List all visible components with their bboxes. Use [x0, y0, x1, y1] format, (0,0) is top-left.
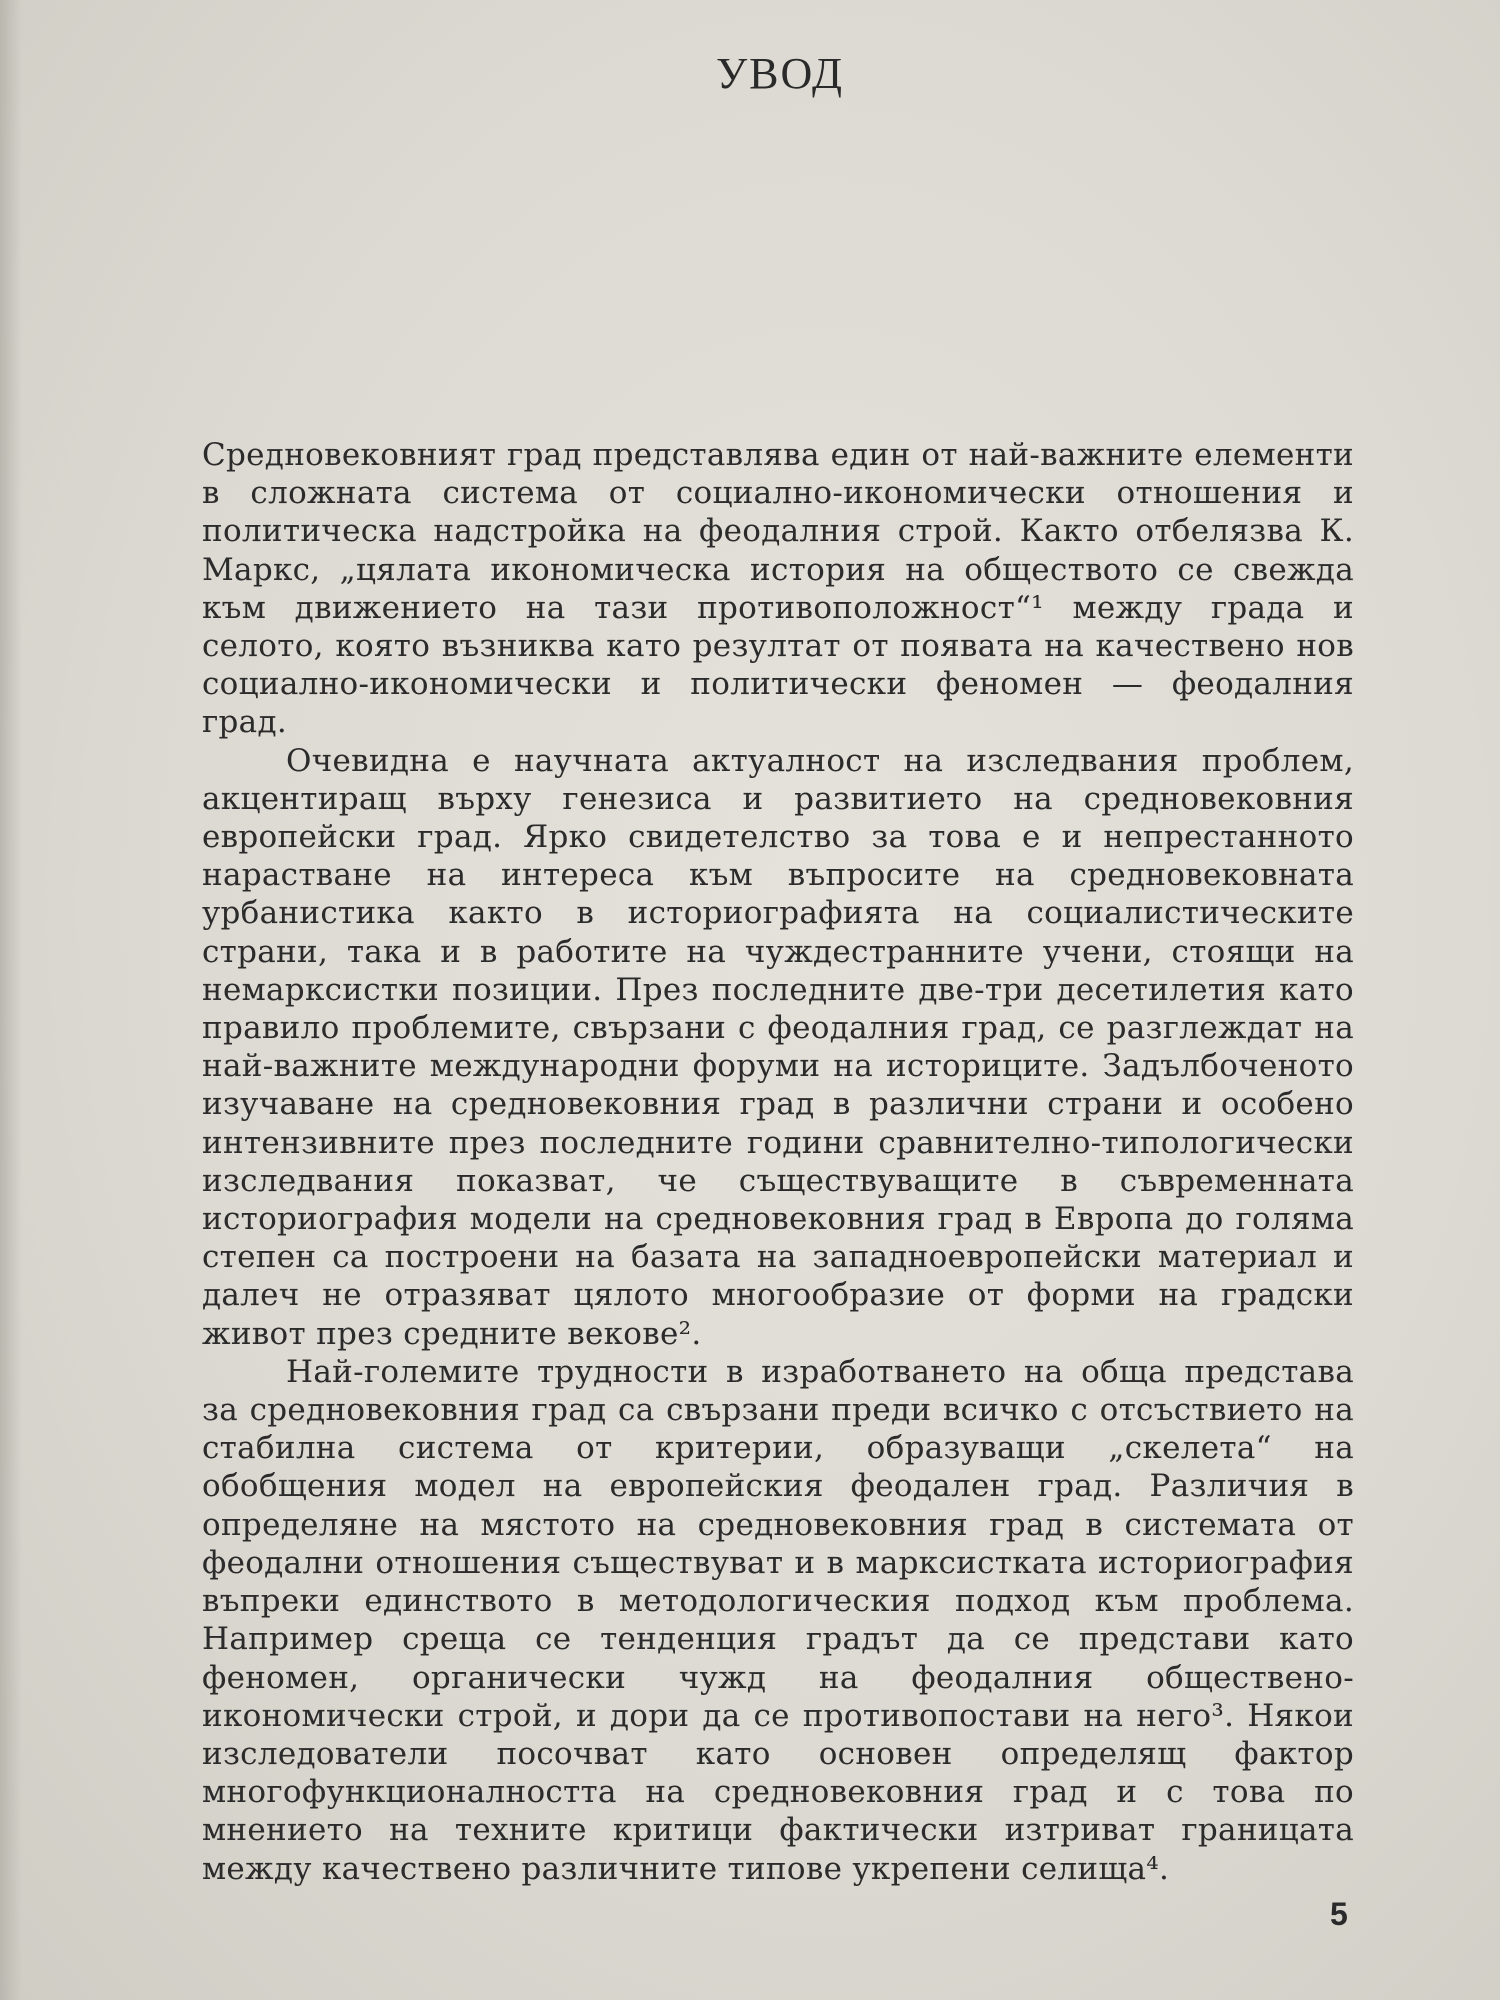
chapter-title: УВОД — [715, 49, 845, 98]
paragraph-1: Средновековният град представлява един от най-важните елементи в сложната система от социално-икономически отношения и политическа надстройка на феодалния строй. Както отбелязва К. Маркс, „цялата икономическа история на обществото се свежда към движението на тази противоположност“¹ между града и селото, която възниква като резултат от появата на качествено нов социално-икономически и политически феномен — феодалния град. — [202, 437, 1354, 741]
body-text — [202, 436, 1354, 1888]
paragraph-2: Очевидна е научната актуалност на изследвания проблем, акцентиращ върху генезиса и развитието на средновековния европейски град. Ярко свидетелство за това е и непрестанното нарастване на интереса към въпросите на средновековната урбанистика както в историографията на социалистическите страни, така и в работите на чуждестранните учени, стоящи на немарксистки позиции. През последните две-три десетилетия като правило проблемите, свързани с феодалния град, се разглеждат на най-важните международни форуми на историците. Задълбоченото изучаване на средновековния град в различни страни и особено интензивните през последните години сравнително-типологически изследвания показват, че съществуващите в съвременната историография модели на средновековния град в Европа до голяма степен са построени на базата на западноевропейски материал и далеч не отразяват цялото многообразие от форми на градски живот през средните векове². — [202, 742, 1354, 1352]
page-gutter-shadow — [0, 0, 22, 2000]
paragraph-3: Най-големите трудности в изработването на обща представа за средновековния град са свързани преди всичко с отсъствието на стабилна система от критерии, образуващи „скелета“ на обобщения модел на европейския феодален град. Различия в определяне на мястото на средновековния град в системата от феодални отношения съществуват и в марксистката историография въпреки единството в методологическия подход към проблема. Например среща се тенденция градът да се представи като феномен, органически чужд на феодалния обществено-икономически строй, и дори да се противопостави на него³. Някои изследователи посочват като основен определящ фактор многофункционалността на средновековния град и с това по мнението на техните критици фактически изтриват границата между качествено различните типове укрепени селища⁴. — [202, 1353, 1354, 1887]
page-number: 5 — [1330, 1896, 1348, 1932]
